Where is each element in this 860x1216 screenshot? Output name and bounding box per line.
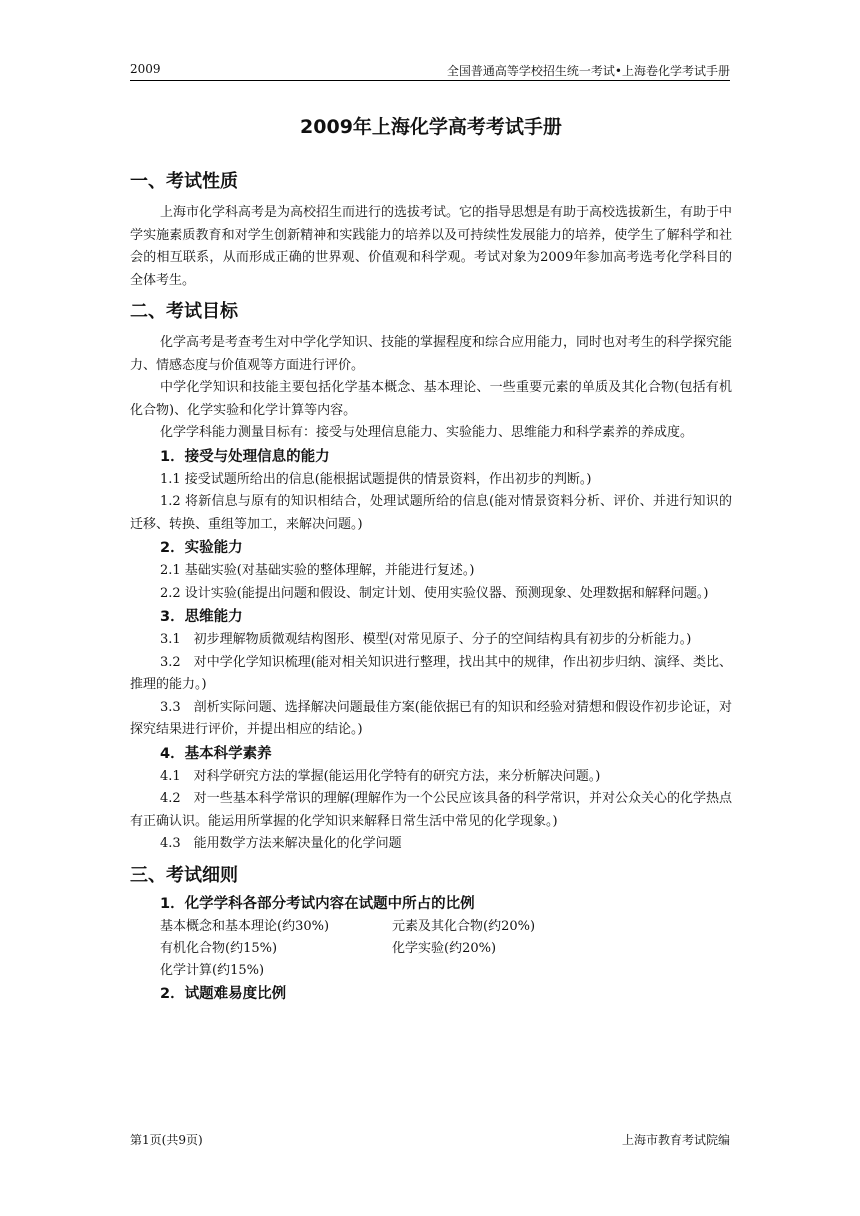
subsection-heading: 1．接受与处理信息的能力	[160, 448, 330, 465]
header-year: 2009	[130, 62, 161, 76]
paragraph: 化学高考是考查考生对中学化学知识、技能的掌握程度和综合应用能力，同时也对考生的科学探究能力、情感态度与价值观等方面进行评价。	[130, 335, 733, 373]
ratio-row	[130, 916, 732, 938]
list-item: 1.2 将新信息与原有的知识相结合，处理试题所给的信息(能对情景资料分析、评价、并进行知识的迁移、转换、重组等加工，来解决问题。)	[130, 494, 732, 532]
paragraph: 中学化学知识和技能主要包括化学基本概念、基本理论、一些重要元素的单质及其化合物(包括有机化合物)、化学实验和化学计算等内容。	[130, 380, 732, 418]
document-title: 2009年上海化学高考考试手册	[300, 116, 562, 138]
list-item: 3.2 对中学化学知识梳理(能对相关知识进行整理，找出其中的规律，作出初步归纳、演绎、类比、推理的能力。)	[130, 654, 732, 692]
ratio-item: 化学实验(约20%)	[392, 940, 497, 956]
ratio-row	[130, 938, 732, 960]
list-item: 4.3 能用数学方法来解决量化的化学问题	[160, 836, 402, 851]
page-number: 第1页(共9页)	[130, 1133, 203, 1147]
document-body	[130, 112, 732, 1006]
list-item: 2.1 基础实验(对基础实验的整体理解，并能进行复述。)	[160, 563, 475, 578]
subsection-heading: 1．化学学科各部分考试内容在试题中所占的比例	[160, 895, 475, 912]
paragraph: 化学学科能力测量目标有：接受与处理信息能力、实验能力、思维能力和科学素养的养成度。	[160, 425, 694, 440]
ratio-item: 基本概念和基本理论(约30%)	[160, 918, 330, 934]
section-heading: 二、考试目标	[130, 301, 238, 322]
ratio-item: 有机化合物(约15%)	[160, 940, 278, 956]
paragraph: 上海市化学科高考是为高校招生而进行的选拔考试。它的指导思想是有助于高校选拔新生，有助于中学实施素质教育和对学生创新精神和实践能力的培养以及可持续性发展能力的培养，使学生了解科学和社会的相互联系，从而形成正确的世界观、价值观和科学观。考试对象为2009年参加高考选考化学科目的全体考生。	[130, 205, 733, 288]
section-heading: 一、考试性质	[130, 171, 238, 192]
list-item: 4.1 对科学研究方法的掌握(能运用化学特有的研究方法，来分析解决问题。)	[160, 768, 601, 784]
subsection-heading: 2．实验能力	[160, 540, 243, 556]
list-item: 2.2 设计实验(能提出问题和假设、制定计划、使用实验仪器、预测现象、处理数据和解释问题。)	[160, 585, 709, 601]
page-footer	[130, 1131, 730, 1147]
ratio-row	[130, 960, 732, 982]
ratio-item: 化学计算(约15%)	[160, 962, 265, 978]
list-item: 1.1 接受试题所给出的信息(能根据试题提供的情景资料，作出初步的判断。)	[160, 471, 592, 487]
list-item: 4.2 对一些基本科学常识的理解(理解作为一个公民应该具备的科学常识，并对公众关心的化学热点有正确认识。能运用所掌握的化学知识来解释日常生活中常见的化学现象。)	[130, 791, 732, 829]
subsection-heading: 3．思维能力	[160, 609, 243, 625]
subsection-heading: 4．基本科学素养	[160, 745, 272, 762]
list-item: 3.1 初步理解物质微观结构图形、模型(对常见原子、分子的空间结构具有初步的分析能力。)	[160, 632, 692, 647]
header-title: 全国普通高等学校招生统一考试•上海卷化学考试手册	[446, 64, 730, 78]
publisher: 上海市教育考试院编	[621, 1133, 730, 1147]
list-item: 3.3 剖析实际问题、选择解决问题最佳方案(能依据已有的知识和经验对猜想和假设作初步论证，对探究结果进行评价，并提出相应的结论。)	[130, 699, 732, 737]
ratio-item: 元素及其化合物(约20%)	[392, 918, 536, 934]
page-header	[130, 62, 730, 81]
subsection-heading: 2．试题难易度比例	[160, 985, 287, 1002]
section-heading: 三、考试细则	[130, 864, 238, 886]
